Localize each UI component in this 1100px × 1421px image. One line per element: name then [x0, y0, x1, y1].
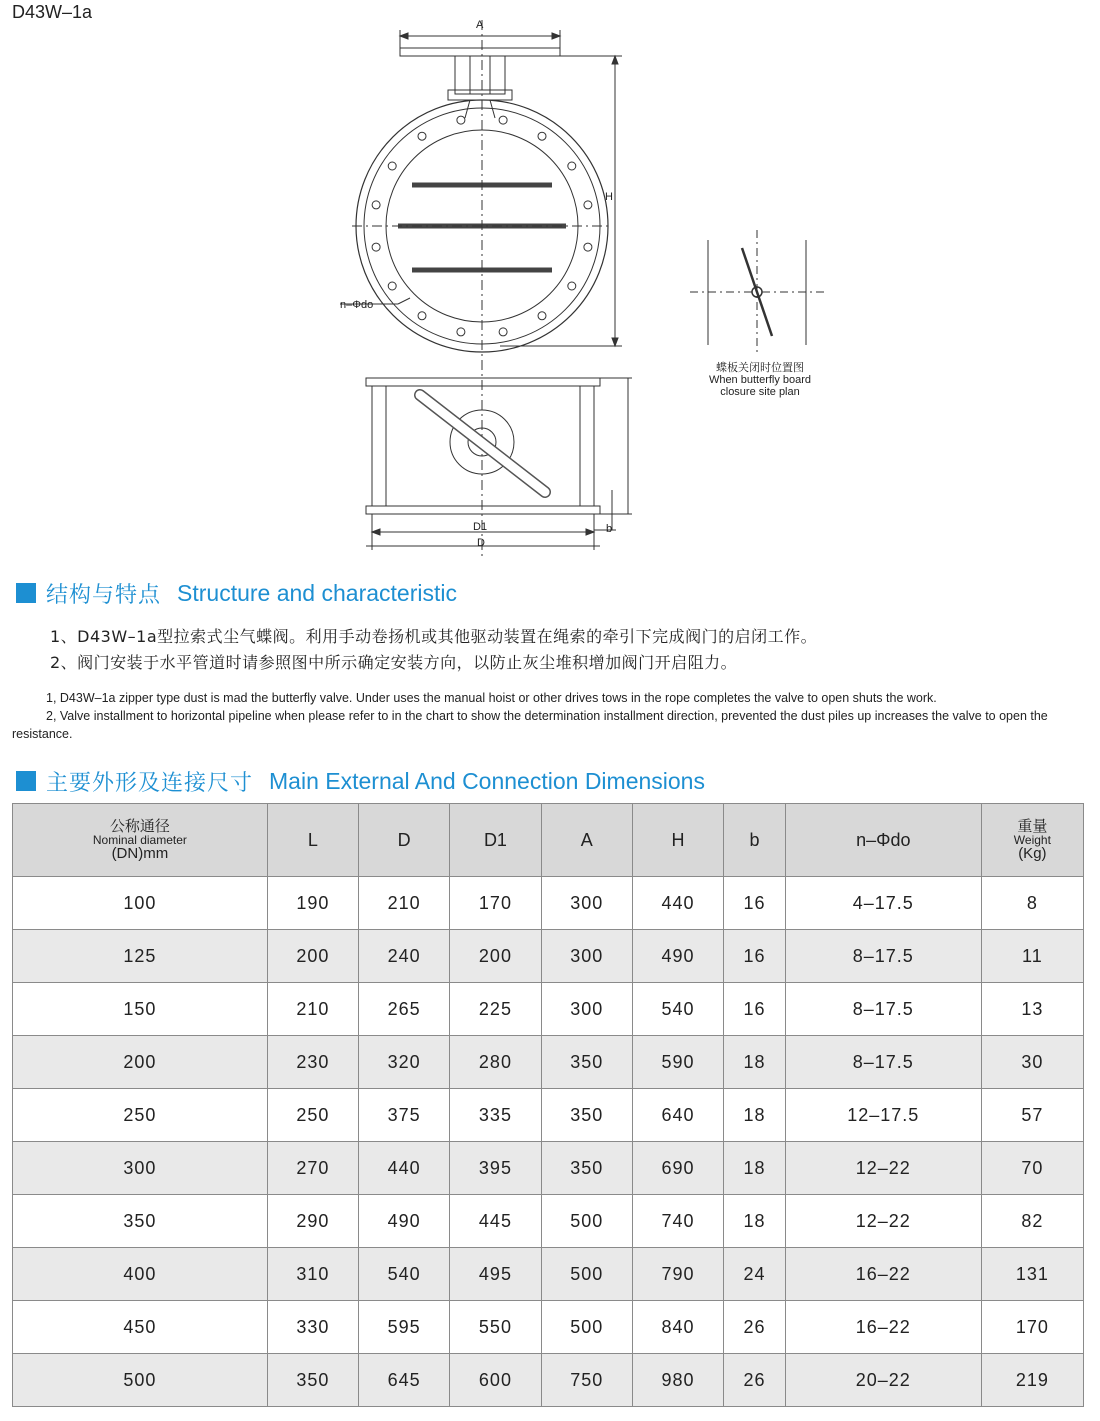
header-l: L [267, 804, 358, 877]
cell-l: 200 [267, 930, 358, 983]
cell-dn: 450 [13, 1301, 268, 1354]
cell-a: 350 [541, 1142, 632, 1195]
bolt-hole [418, 312, 426, 320]
cell-d1: 200 [450, 930, 541, 983]
header-weight-en: Weight [1013, 832, 1051, 847]
cell-b: 16 [724, 983, 786, 1036]
cell-d1: 495 [450, 1248, 541, 1301]
header-d1: D1 [450, 804, 541, 877]
bolt-hole [538, 312, 546, 320]
cell-weight: 170 [981, 1301, 1083, 1354]
cell-d1: 445 [450, 1195, 541, 1248]
cell-dn: 400 [13, 1248, 268, 1301]
table-row [13, 1248, 1084, 1301]
cell-a: 500 [541, 1195, 632, 1248]
cell-holes: 16–22 [785, 1248, 981, 1301]
header-a: A [541, 804, 632, 877]
bolt-hole [388, 282, 396, 290]
cell-a: 300 [541, 983, 632, 1036]
side-flange-top [366, 378, 600, 386]
bolt-hole [584, 243, 592, 251]
cell-h: 840 [632, 1301, 723, 1354]
cell-holes: 8–17.5 [785, 983, 981, 1036]
dimensions-table [12, 803, 1084, 1407]
cell-b: 18 [724, 1142, 786, 1195]
cell-b: 26 [724, 1301, 786, 1354]
feature-line-2: 2、阀门安装于水平管道时请参照图中所示确定安装方向，以防止灰尘堆积增加阀门开启阻力。 [50, 653, 738, 672]
cell-a: 300 [541, 930, 632, 983]
cell-l: 310 [267, 1248, 358, 1301]
bolt-hole [372, 201, 380, 209]
header-weight [981, 804, 1083, 877]
cell-weight: 131 [981, 1248, 1083, 1301]
cell-h: 590 [632, 1036, 723, 1089]
header-weight-unit: (Kg) [1018, 844, 1047, 862]
cell-a: 300 [541, 877, 632, 930]
cell-l: 270 [267, 1142, 358, 1195]
table-row [13, 930, 1084, 983]
header-dn-en: Nominal diameter [92, 832, 187, 847]
table-row [13, 1301, 1084, 1354]
section-title-cn: 结构与特点 [46, 582, 162, 608]
cell-l: 330 [267, 1301, 358, 1354]
cell-a: 350 [541, 1089, 632, 1142]
cell-weight: 11 [981, 930, 1083, 983]
bolt-hole [584, 201, 592, 209]
cell-b: 16 [724, 930, 786, 983]
cell-a: 350 [541, 1036, 632, 1089]
cell-d: 540 [359, 1248, 450, 1301]
section-marker-icon [16, 771, 36, 791]
cell-h: 740 [632, 1195, 723, 1248]
cell-d1: 335 [450, 1089, 541, 1142]
cell-d: 265 [359, 983, 450, 1036]
bolt-hole [499, 116, 507, 124]
header-dn-unit: (DN)mm [111, 844, 169, 862]
cell-d1: 395 [450, 1142, 541, 1195]
dim-b-label: b [606, 523, 613, 535]
cell-dn: 125 [13, 930, 268, 983]
header-h: H [632, 804, 723, 877]
closure-caption [680, 362, 840, 398]
cell-d1: 280 [450, 1036, 541, 1089]
table-row [13, 877, 1084, 930]
cell-weight: 13 [981, 983, 1083, 1036]
cell-d: 440 [359, 1142, 450, 1195]
valve-drawing [0, 0, 1100, 560]
cell-h: 790 [632, 1248, 723, 1301]
table-row [13, 1089, 1084, 1142]
section-heading-dimensions [16, 768, 705, 794]
dim-h-label: H [605, 191, 613, 203]
cell-weight: 70 [981, 1142, 1083, 1195]
cell-h: 980 [632, 1354, 723, 1407]
cell-d: 240 [359, 930, 450, 983]
section-heading-structure [16, 580, 457, 606]
cell-a: 500 [541, 1248, 632, 1301]
cell-a: 750 [541, 1354, 632, 1407]
cell-dn: 100 [13, 877, 268, 930]
cell-dn: 200 [13, 1036, 268, 1089]
cell-d1: 550 [450, 1301, 541, 1354]
cell-dn: 300 [13, 1142, 268, 1195]
cell-dn: 150 [13, 983, 268, 1036]
cell-d: 320 [359, 1036, 450, 1089]
cell-dn: 250 [13, 1089, 268, 1142]
feature-english [12, 689, 1072, 743]
feature-english-1: 1, D43W–1a zipper type dust is mad the butterfly valve. Under uses the manual hoist or other drives tows in the rope completes the valve to open shuts the work. [46, 691, 937, 705]
header-dn-cn: 公称通径 [109, 816, 170, 835]
cell-d: 645 [359, 1354, 450, 1407]
bolt-hole [372, 243, 380, 251]
dim-d1-label: D1 [473, 521, 488, 533]
cell-holes: 4–17.5 [785, 877, 981, 930]
closure-caption-en1: When butterfly board [708, 374, 812, 386]
closure-caption-en2: closure site plan [720, 386, 800, 398]
table-row [13, 1195, 1084, 1248]
cell-l: 230 [267, 1036, 358, 1089]
cell-l: 210 [267, 983, 358, 1036]
header-holes: n–Φdo [785, 804, 981, 877]
section-marker-icon [16, 583, 36, 603]
cell-b: 26 [724, 1354, 786, 1407]
cell-d: 490 [359, 1195, 450, 1248]
cell-h: 640 [632, 1089, 723, 1142]
cell-weight: 8 [981, 877, 1083, 930]
cell-b: 16 [724, 877, 786, 930]
feature-english-2: 2, Valve installment to horizontal pipeline when please refer to in the chart to show the determination installment direction, prevented the dust piles up increases the valve to open the resistance. [12, 709, 1048, 741]
table-row [13, 1142, 1084, 1195]
bolt-hole [457, 328, 465, 336]
cell-holes: 16–22 [785, 1301, 981, 1354]
bolt-hole [568, 162, 576, 170]
table-row [13, 1036, 1084, 1089]
cell-holes: 20–22 [785, 1354, 981, 1407]
bolt-hole [457, 116, 465, 124]
closure-caption-cn: 蝶板关闭时位置图 [716, 362, 804, 374]
section-title-en: Structure and characteristic [177, 579, 457, 606]
header-d: D [359, 804, 450, 877]
bolt-hole [388, 162, 396, 170]
cell-d1: 225 [450, 983, 541, 1036]
dim-d-label: D [477, 537, 485, 549]
cell-d: 595 [359, 1301, 450, 1354]
cell-holes: 8–17.5 [785, 1036, 981, 1089]
cell-d1: 600 [450, 1354, 541, 1407]
cell-weight: 57 [981, 1089, 1083, 1142]
cell-b: 24 [724, 1248, 786, 1301]
header-b: b [724, 804, 786, 877]
model-title: D43W–1a [12, 2, 93, 22]
cell-l: 290 [267, 1195, 358, 1248]
cell-weight: 219 [981, 1354, 1083, 1407]
cell-h: 440 [632, 877, 723, 930]
cell-l: 350 [267, 1354, 358, 1407]
header-dn [13, 804, 268, 877]
table-header-row [13, 804, 1084, 877]
cell-d: 375 [359, 1089, 450, 1142]
cell-holes: 8–17.5 [785, 930, 981, 983]
dim-a-label: A [476, 19, 484, 31]
bolt-hole [538, 132, 546, 140]
cell-l: 250 [267, 1089, 358, 1142]
cell-weight: 30 [981, 1036, 1083, 1089]
cell-holes: 12–22 [785, 1195, 981, 1248]
cell-h: 540 [632, 983, 723, 1036]
bolt-hole [499, 328, 507, 336]
cell-b: 18 [724, 1089, 786, 1142]
cell-b: 18 [724, 1195, 786, 1248]
cell-h: 490 [632, 930, 723, 983]
section-title-cn: 主要外形及连接尺寸 [46, 770, 254, 796]
side-flange-bottom [366, 506, 600, 514]
cell-h: 690 [632, 1142, 723, 1195]
cell-b: 18 [724, 1036, 786, 1089]
cell-dn: 350 [13, 1195, 268, 1248]
cell-a: 500 [541, 1301, 632, 1354]
header-weight-cn: 重量 [1017, 816, 1048, 835]
cell-weight: 82 [981, 1195, 1083, 1248]
cell-l: 190 [267, 877, 358, 930]
table-row [13, 983, 1084, 1036]
cell-dn: 500 [13, 1354, 268, 1407]
table-row [13, 1354, 1084, 1407]
bolt-hole [568, 282, 576, 290]
cell-holes: 12–22 [785, 1142, 981, 1195]
section-title-en: Main External And Connection Dimensions [269, 767, 705, 794]
cell-holes: 12–17.5 [785, 1089, 981, 1142]
bolt-hole [418, 132, 426, 140]
handwheel-plate [400, 48, 560, 56]
feature-line-1: 1、D43W–1a型拉索式尘气蝶阀。利用手动卷扬机或其他驱动装置在绳索的牵引下完成阀门的启闭工作。 [50, 627, 818, 646]
cell-d1: 170 [450, 877, 541, 930]
cell-d: 210 [359, 877, 450, 930]
holes-label: n–Φdo [340, 299, 374, 311]
